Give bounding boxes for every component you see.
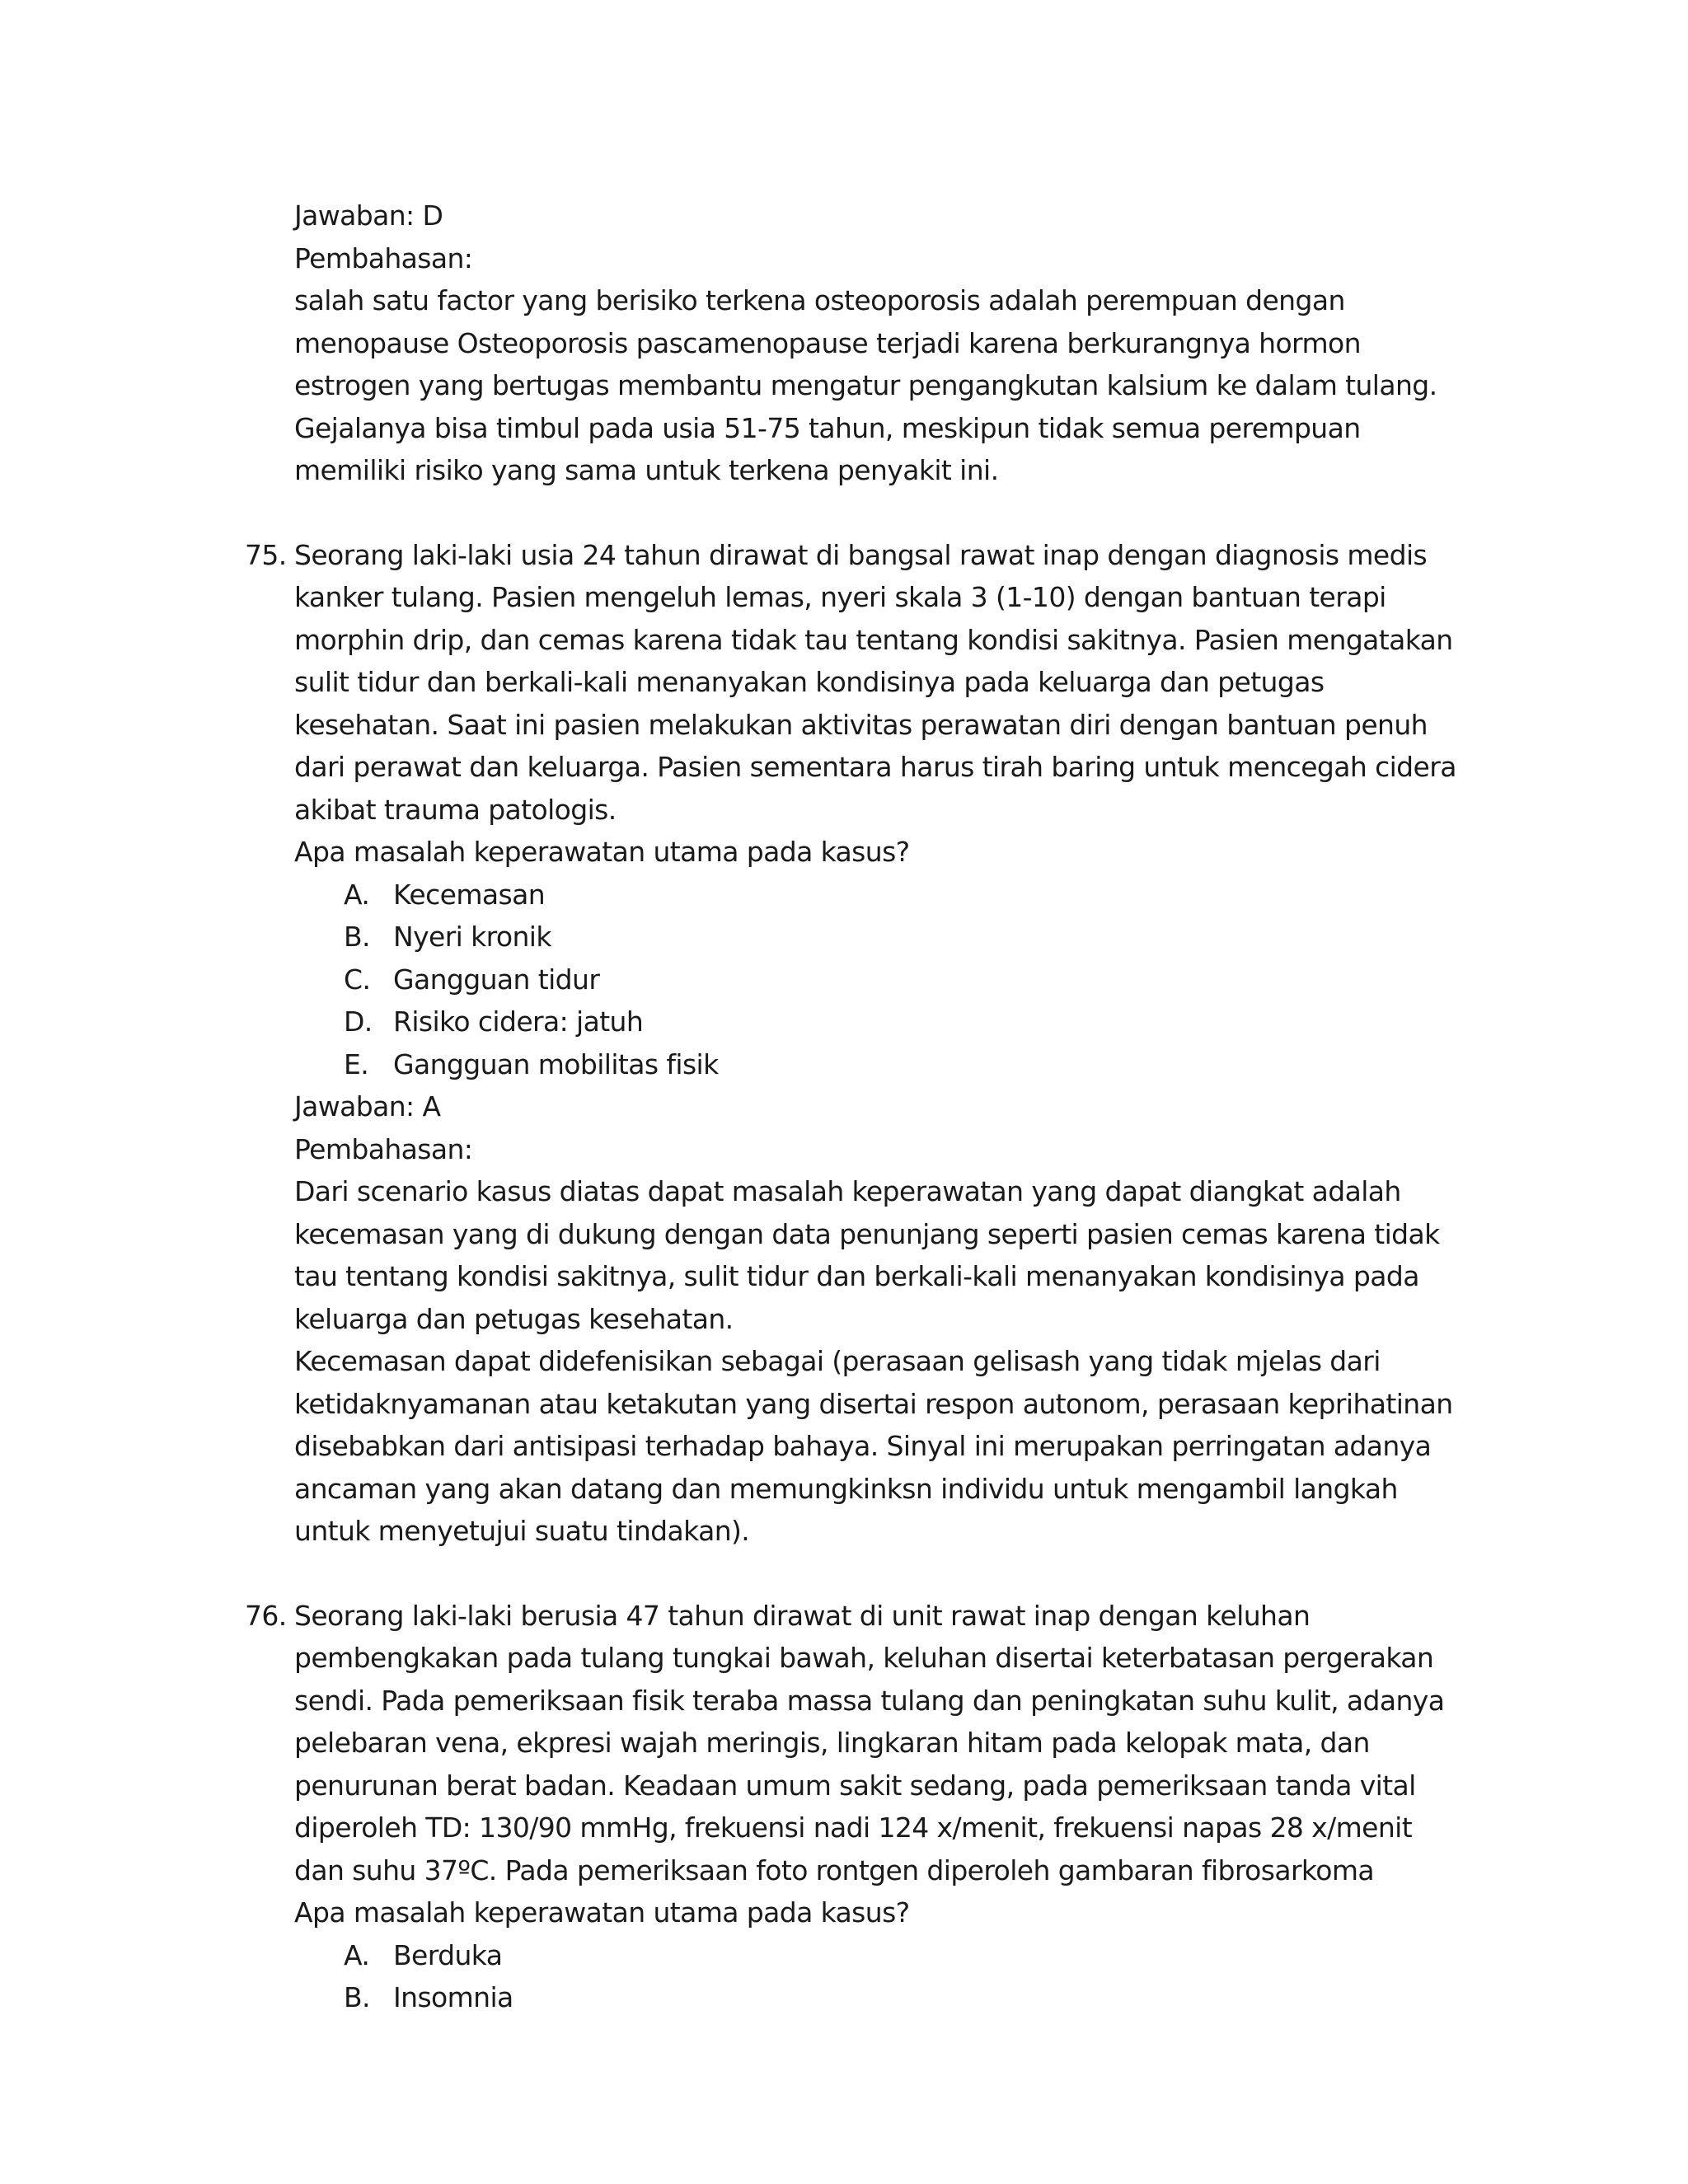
option-b bbox=[294, 1976, 1481, 2019]
option-c bbox=[294, 958, 1481, 1001]
option-a bbox=[294, 1934, 1481, 1977]
option-letter: B. bbox=[344, 1981, 370, 2013]
prev-answer-block bbox=[294, 194, 1481, 492]
question-76 bbox=[245, 1595, 1481, 2019]
discussion-label: Pembahasan: bbox=[294, 1132, 473, 1165]
option-letter: B. bbox=[344, 921, 370, 953]
option-text: Insomnia bbox=[393, 1981, 513, 2013]
option-text: Gangguan tidur bbox=[393, 963, 600, 996]
option-text: Kecemasan bbox=[393, 878, 546, 911]
option-text: Gangguan mobilitas fisik bbox=[393, 1047, 719, 1080]
spacer bbox=[294, 492, 1481, 534]
option-a bbox=[294, 874, 1481, 916]
question-stem: Seorang laki-laki usia 24 tahun dirawat di bangsal rawat inap dengan diagnosis medis kanker tulang. Pasien mengeluh lemas, nyeri skala 3 (1-10) dengan bantuan terapi morphin drip, dan cemas karena tidak tau tentang kondisi sakitnya. Pasien mengatakan sulit tidur dan berkali-kali menanyakan kondisinya pada keluarga dan petugas kesehatan. Saat ini pasien melakukan aktivitas perawatan diri dengan bantuan penuh dari perawat dan keluarga. Pasien sementara harus tirah baring untuk mencegah cidera akibat trauma patologis. bbox=[294, 538, 1456, 826]
option-e bbox=[294, 1043, 1481, 1086]
option-letter: C. bbox=[344, 963, 371, 996]
discussion-text: Kecemasan dapat didefenisikan sebagai (perasaan gelisash yang tidak mjelas dari ketidaknyamanan atau ketakutan yang disertai respon autonom, perasaan keprihatinan disebabkan dari antisipasi terhadap bahaya. Sinyal ini merupakan perringatan adanya ancaman yang akan datang dan memungkinksn individu untuk mengambil langkah untuk menyetujui suatu tindakan). bbox=[294, 1345, 1453, 1547]
page-content bbox=[245, 194, 1481, 2019]
option-letter: A. bbox=[344, 878, 370, 911]
option-text: Nyeri kronik bbox=[393, 921, 551, 953]
option-text: Risiko cidera: jatuh bbox=[393, 1005, 644, 1038]
discussion-text: salah satu factor yang berisiko terkena osteoporosis adalah perempuan dengan menopause Osteoporosis pascamenopause terjadi karena berkurangnya hormon estrogen yang bertugas membantu mengatur pengangkutan kalsium ke dalam tulang. Gejalanya bisa timbul pada usia 51-75 tahun, meskipun tidak semua perempuan memiliki risiko yang sama untuk terkena penyakit ini. bbox=[294, 284, 1437, 486]
spacer bbox=[294, 1553, 1481, 1595]
answer-line: Jawaban: A bbox=[294, 1090, 441, 1122]
question-number: 76. bbox=[245, 1599, 287, 1632]
answer-line: Jawaban: D bbox=[294, 199, 443, 232]
question-prompt: Apa masalah keperawatan utama pada kasus? bbox=[294, 1896, 910, 1929]
option-letter: E. bbox=[344, 1047, 369, 1080]
question-number: 75. bbox=[245, 538, 287, 571]
option-letter: A. bbox=[344, 1938, 370, 1971]
question-prompt: Apa masalah keperawatan utama pada kasus? bbox=[294, 836, 910, 868]
question-75 bbox=[245, 534, 1481, 1553]
discussion-label: Pembahasan: bbox=[294, 241, 473, 274]
option-letter: D. bbox=[344, 1005, 373, 1038]
option-d bbox=[294, 1001, 1481, 1043]
answer-options bbox=[294, 874, 1481, 1086]
option-b bbox=[294, 916, 1481, 958]
option-text: Berduka bbox=[393, 1938, 503, 1971]
discussion-text: Dari scenario kasus diatas dapat masalah keperawatan yang dapat diangkat adalah kecemasan yang di dukung dengan data penunjang seperti pasien cemas karena tidak tau tentang kondisi sakitnya, sulit tidur dan berkali-kali menanyakan kondisinya pada keluarga dan petugas kesehatan. bbox=[294, 1175, 1440, 1335]
question-stem: Seorang laki-laki berusia 47 tahun dirawat di unit rawat inap dengan keluhan pembengkakan pada tulang tungkai bawah, keluhan disertai keterbatasan pergerakan sendi. Pada pemeriksaan fisik teraba massa tulang dan peningkatan suhu kulit, adanya pelebaran vena, ekpresi wajah meringis, lingkaran hitam pada kelopak mata, dan penurunan berat badan. Keadaan umum sakit sedang, pada pemeriksaan tanda vital diperoleh TD: 130/90 mmHg, frekuensi nadi 124 x/menit, frekuensi napas 28 x/menit dan suhu 37ºC. Pada pemeriksaan foto rontgen diperoleh gambaran fibrosarkoma bbox=[294, 1599, 1445, 1886]
answer-options bbox=[294, 1934, 1481, 2019]
